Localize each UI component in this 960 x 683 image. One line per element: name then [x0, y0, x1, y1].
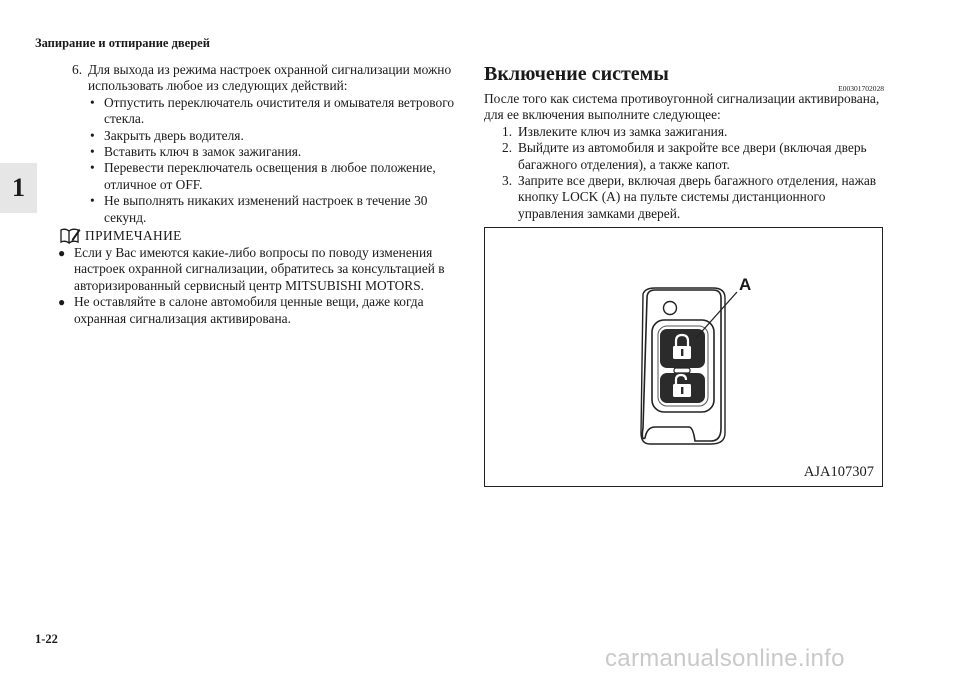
exit-actions-list [88, 95, 462, 226]
watermark: carmanualsonline.info [605, 645, 845, 672]
button-divider [674, 368, 690, 373]
list-item: 3. Заприте все двери, включая дверь багажного отделения, нажав кнопку LOCK (A) на пульте системы дистанционного управления замками дверей. [502, 173, 877, 221]
chapter-number: 1 [12, 173, 25, 202]
note-pencil-icon [59, 227, 81, 245]
note-item: ● Если у Вас имеются какие-либо вопросы по поводу изменения настроек охранной сигнализации, обратитесь за консультацией в авторизированный сервисный центр MITSUBISHI MOTORS. [58, 245, 445, 293]
list-item: • Закрыть дверь водителя. [90, 127, 244, 143]
page-header: Запирание и отпирание дверей [35, 36, 210, 50]
key-fob-illustration [485, 228, 884, 488]
list-item: • Отпустить переключатель очистителя и омывателя ветрового стекла. [90, 94, 455, 127]
page-number: 1-22 [35, 632, 58, 646]
activation-steps [484, 124, 884, 222]
note-item: ● Не оставляйте в салоне автомобиля ценные вещи, даже когда охранная сигнализация активирована. [58, 294, 424, 326]
led-indicator [664, 302, 677, 315]
chapter-tab [0, 163, 37, 213]
step-text: Для выхода из режима настроек охранной сигнализации можно использовать любое из следующих действий: [88, 62, 452, 94]
list-item: 1. Извлеките ключ из замка зажигания. [502, 123, 728, 139]
list-item: • Вставить ключ в замок зажигания. [90, 144, 302, 160]
step-6 [72, 62, 462, 95]
step-number: 6. [72, 62, 83, 77]
right-column [484, 62, 884, 222]
list-item: • Перевести переключатель освещения в любое положение, отличное от OFF. [90, 160, 436, 192]
section-code: E00301702028 [838, 84, 884, 93]
note-header [58, 227, 458, 245]
section-title: Включение системы [484, 63, 669, 85]
key-fob-figure [484, 227, 883, 487]
list-item: 2. Выйдите из автомобиля и закройте все двери (включая дверь багажного отделения), а также капот. [502, 140, 867, 172]
left-column [72, 62, 462, 226]
callout-label-a: A [739, 275, 752, 294]
list-item: • Не выполнять никаких изменений настроек в течение 30 секунд. [90, 193, 428, 225]
unlock-button [660, 373, 705, 403]
note-block [58, 227, 458, 327]
note-title: ПРИМЕЧАНИЕ [85, 227, 182, 243]
figure-code: AJA107307 [803, 464, 874, 480]
section-intro: После того как система противоугонной сигнализации активирована, для ее включения выполните следующее: [484, 91, 880, 123]
